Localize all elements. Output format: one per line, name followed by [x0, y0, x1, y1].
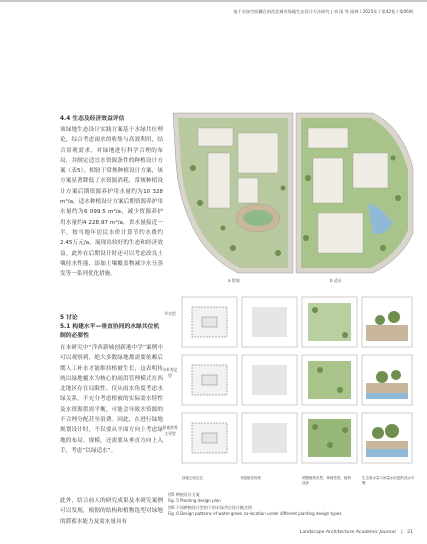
row-label-2: 水补充足型 [162, 367, 178, 378]
pattern-grid [180, 295, 415, 470]
plan-label-b: b 适水 [330, 278, 342, 283]
page-footer [300, 530, 413, 535]
footer-separator: | [401, 530, 403, 535]
paragraph-5-1a: 在本研究中“洋西新城创新港中学”案例中可以观察到，绝大多数绿地都需要依赖后期人工补水才能维持植被生长，这表明传统以绿地覆水为核心的雨洪管理模式在西北地区存在局限性。仅从雨水角度考虑水绿关系，不充分考虑植被的实际需水特性及水资源供需平衡，可能会导致水资源的不合理分配甚至浪费。因此，在进行绿地规划设计时，不仅要从平面方向上考虑绿地的布局、规模，还需要从垂直方向上入手，考虑“以绿适水”。 [60, 345, 163, 454]
heading-5: 5 讨论 [60, 315, 78, 321]
caption-fig6-cn: 图6 不同种植设计型的下的水绿共位设计模式图 [168, 505, 252, 510]
heading-5-1: 5.1 构建水平—垂直协同的水绿共位机制的必要性 [60, 324, 160, 339]
caption-fig5-en: Fig. 5 Planting design plan [168, 498, 221, 503]
site-plan-figure [168, 108, 418, 278]
paragraph-5-1b: 此外，结合前人的研究成果及本研究案例可以发现，根据的结构和植物选型对绿地的滞蓄水能力及需水量具有 [60, 498, 163, 525]
page-number: 21 [407, 530, 413, 535]
site-plan-water-adapted [296, 113, 413, 273]
legend-item-2: 乔配植依规规 [240, 476, 261, 480]
legend-item-3: 调整植物类型、种植密度、植物选择 [302, 476, 351, 485]
paragraph-4-4: 该绿地生态设计实践方案基于水绿共位理论，综合考虑雨水的收集与高效利用，结合景观需求，对绿地进行科学合理的布局，并制定适宜水资源条件的种植设计方案（表5）。相较于常规种植设计方案，该方案显著降低了水资源消耗，常规种植设计方案后期资源养护用水量约为10 328 m³/a，适水种植设计方案后期资源养护用水量约为6 099.5 m³/a，减少资源养护用水量约4 228.97 m³/a，省水量接近一半，按当地年居民水价计算节约水费约2.45万元/a，展现出较好的生态和经济效益。此外在后期设计时还可以考虑改良土壤持水性能、添加土壤覆盖物减少水分蒸发等一系列优化措施。 [60, 127, 163, 278]
row-label-3: 景观营养主导型 [162, 425, 178, 436]
caption-fig6-en: Fig. 6 Design patterns of water-green co-location under different planting design types [168, 511, 342, 516]
plan-label-a: a 常规 [228, 278, 240, 283]
running-header: 基于水绿空间耦合的西北城市绿地生态设计方法研究 | 刘 雨 等 园林 / 2025年 / 第42卷 / 第06期 [233, 9, 413, 14]
heading-4-4: 4.4 生态及经济效益评估 [60, 116, 125, 122]
site-plan-conventional [173, 113, 293, 273]
footer-journal: Landscape Architecture Academic Journal [299, 530, 396, 535]
legend-item-1: 绿地空间定位 [182, 476, 203, 480]
top-rule [0, 0, 427, 2]
row-label-1: 节水型 [164, 311, 176, 316]
caption-fig5-cn: 图5 种植设计方案 [168, 492, 200, 497]
legend-item-4: 生态需水量与雨量水匹配的成水平衡 [362, 476, 415, 485]
